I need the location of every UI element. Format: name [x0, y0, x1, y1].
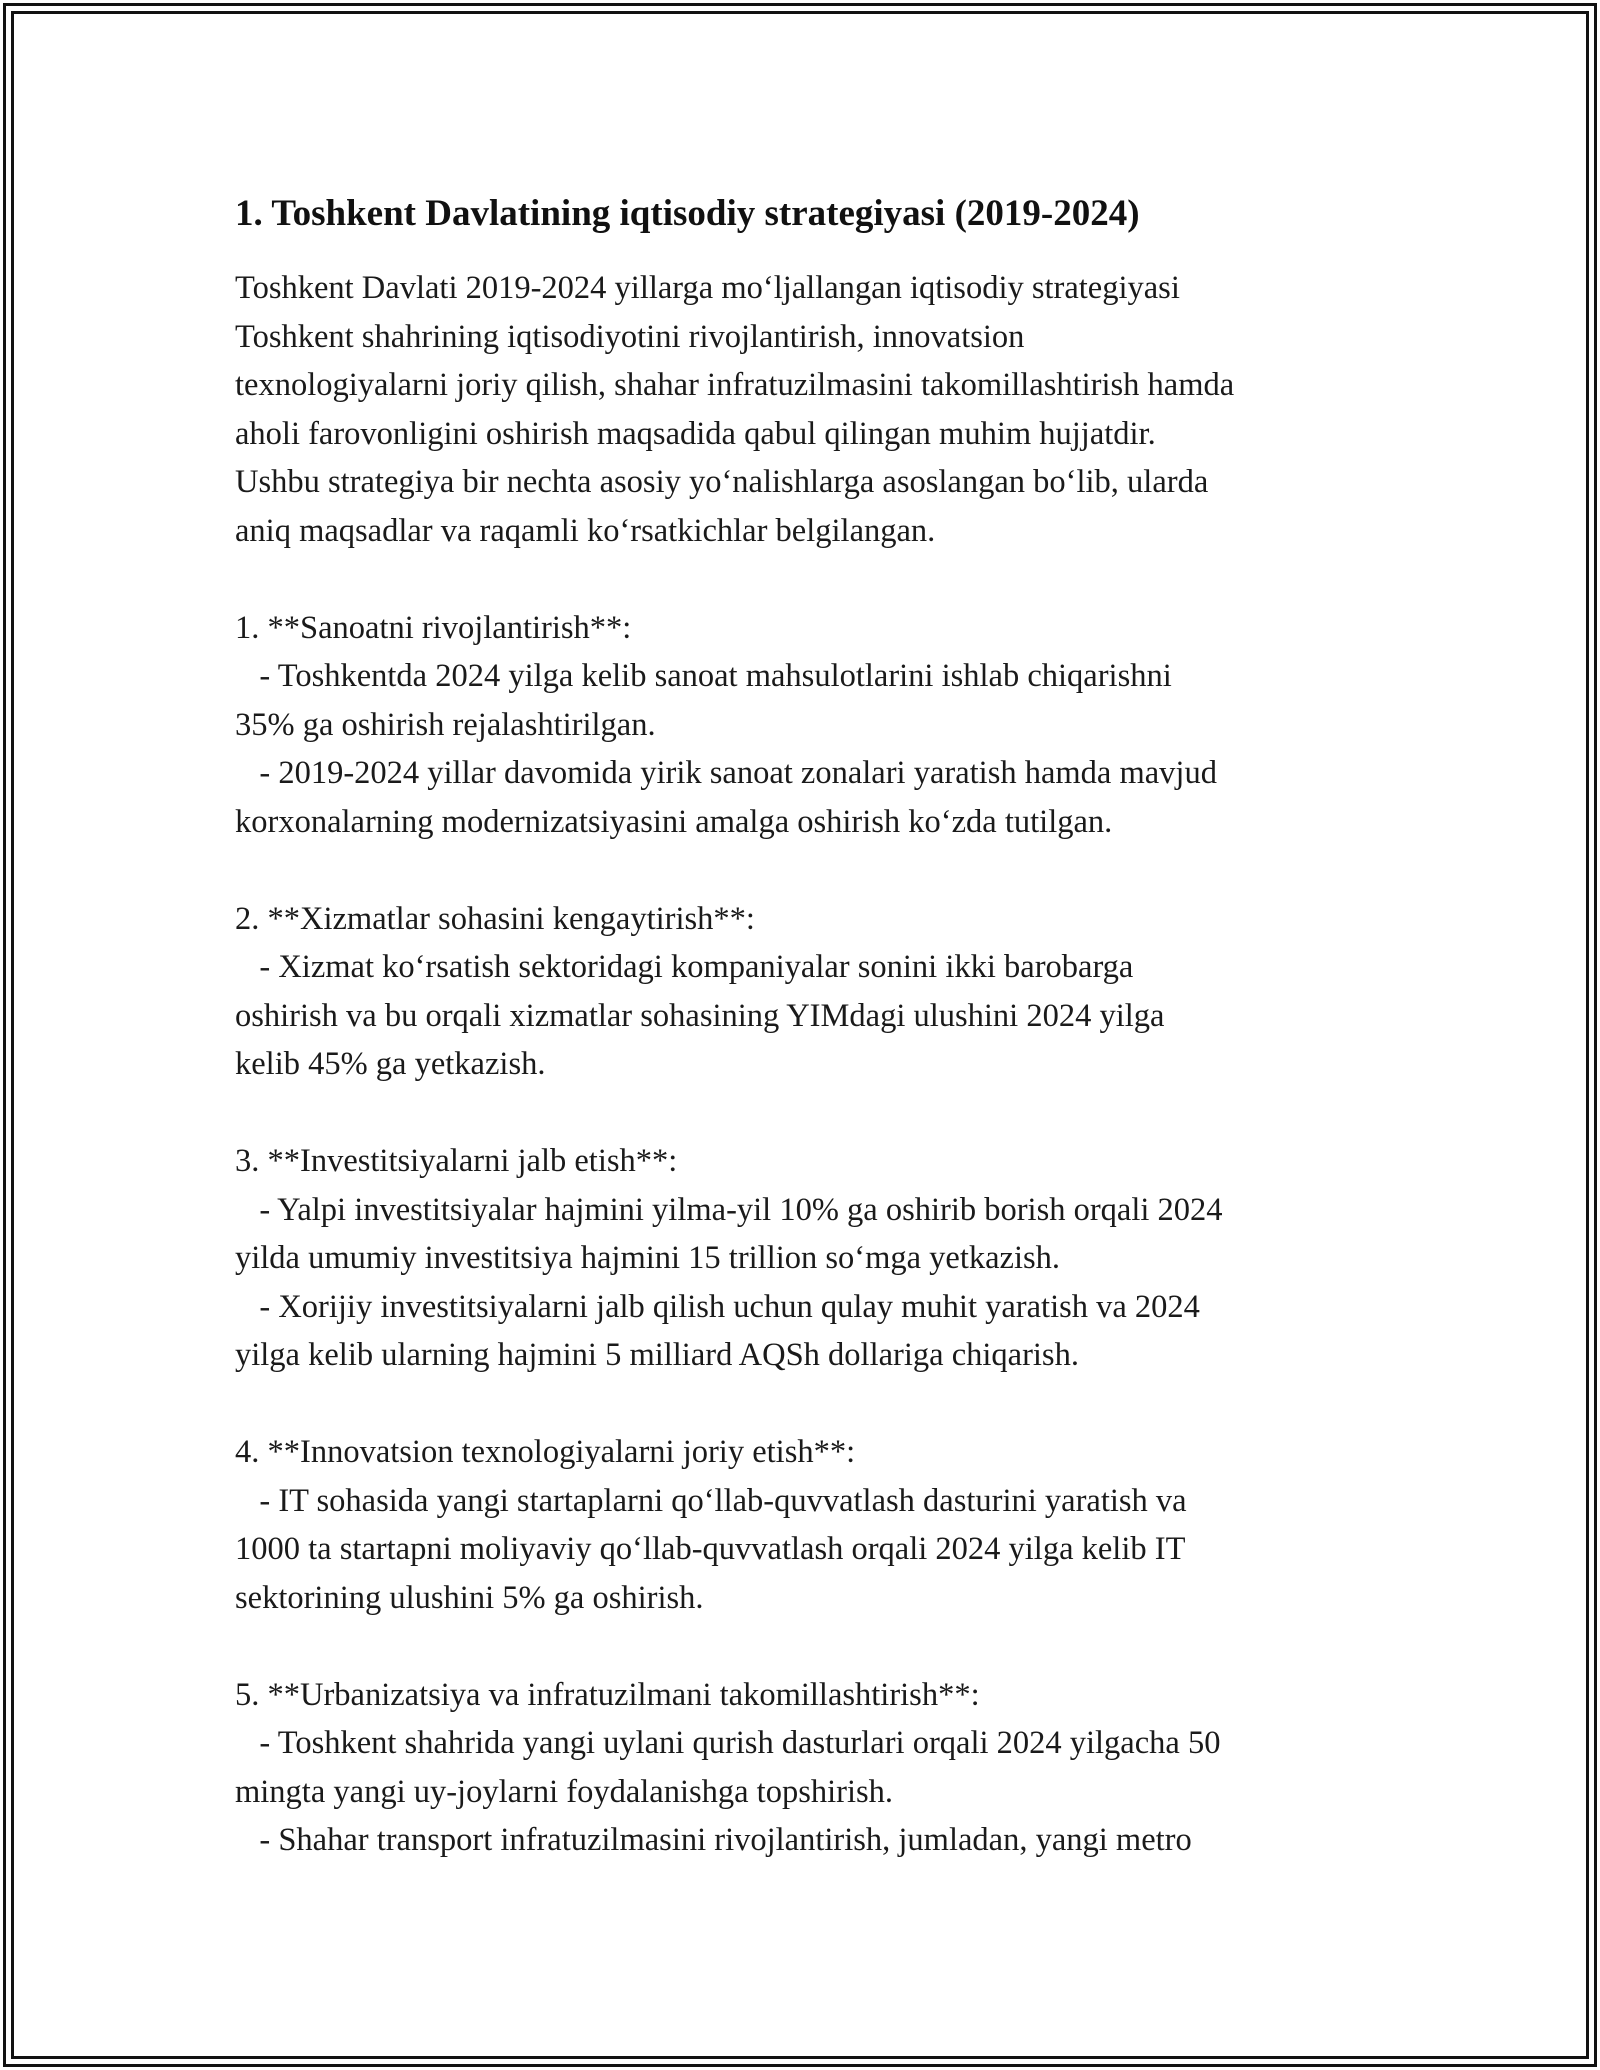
intro-paragraph: Toshkent Davlati 2019-2024 yillarga mo‘ljallangan iqtisodiy strategiyasi Toshkent shahrining iqtisodiyotini rivojlantirish, innovatsion texnologiyalarni joriy qilish, shahar infratuzilmasini takomillashtirish hamda aholi farovonligini oshirish maqsadida qabul qilingan muhim hujjatdir. Ushbu strategiya bir nechta asosiy yo‘nalishlarga asoslangan bo‘lib, ularda aniq maqsadlar va raqamli ko‘rsatkichlar belgilangan.: [235, 270, 1235, 549]
section-industry: 1. **Sanoatni rivojlantirish**: - Toshkentda 2024 yilga kelib sanoat mahsulotlarini ishlab chiqarishni 35% ga oshirish rejalashtirilgan. - 2019-2024 yillar davomida yirik sanoat zonalari yaratish hamda mavjud korxonalarning modernizatsiyasini amalga oshirish ko‘zda tutilgan.: [235, 609, 1217, 840]
spacer-line: [235, 846, 1375, 895]
section-urbanization: 5. **Urbanizatsiya va infratuzilmani takomillashtirish**: - Toshkent shahrida yangi uylani qurish dasturlari orqali 2024 yilgacha 50 mingta yangi uy-joylarni foydalanishga topshirish. - Shahar transport infratuzilmasini rivojlantirish, jumladan, yangi metro: [235, 1676, 1221, 1858]
spacer-line: [235, 1622, 1375, 1671]
section-services: 2. **Xizmatlar sohasini kengaytirish**: - Xizmat ko‘rsatish sektoridagi kompaniyalar sonini ikki barobarga oshirish va bu orqali xizmatlar sohasining YIMdagi ulushini 2024 yilga kelib 45% ga yetkazish.: [235, 900, 1165, 1082]
spacer-line: [235, 1089, 1375, 1138]
spacer-line: [235, 555, 1375, 604]
section-investments: 3. **Investitsiyalarni jalb etish**: - Yalpi investitsiyalar hajmini yilma-yil 10% ga oshirib borish orqali 2024 yilda umumiy investitsiya hajmini 15 trillion so‘mga yetkazish. - Xorijiy investitsiyalarni jalb qilish uchun qulay muhit yaratish va 2024 yilga kelib ularning hajmini 5 milliard AQSh dollariga chiqarish.: [235, 1143, 1223, 1373]
document-body: [235, 190, 1375, 1865]
section-innovation: 4. **Innovatsion texnologiyalarni joriy etish**: - IT sohasida yangi startaplarni qo‘llab-quvvatlash dasturini yaratish va 1000 ta startapni moliyaviy qo‘llab-quvvatlash orqali 2024 yilga kelib IT sektorining ulushini 5% ga oshirish.: [235, 1434, 1187, 1616]
spacer-line: [235, 1380, 1375, 1429]
document-title: 1. Toshkent Davlatining iqtisodiy strategiyasi (2019-2024): [235, 193, 1140, 234]
